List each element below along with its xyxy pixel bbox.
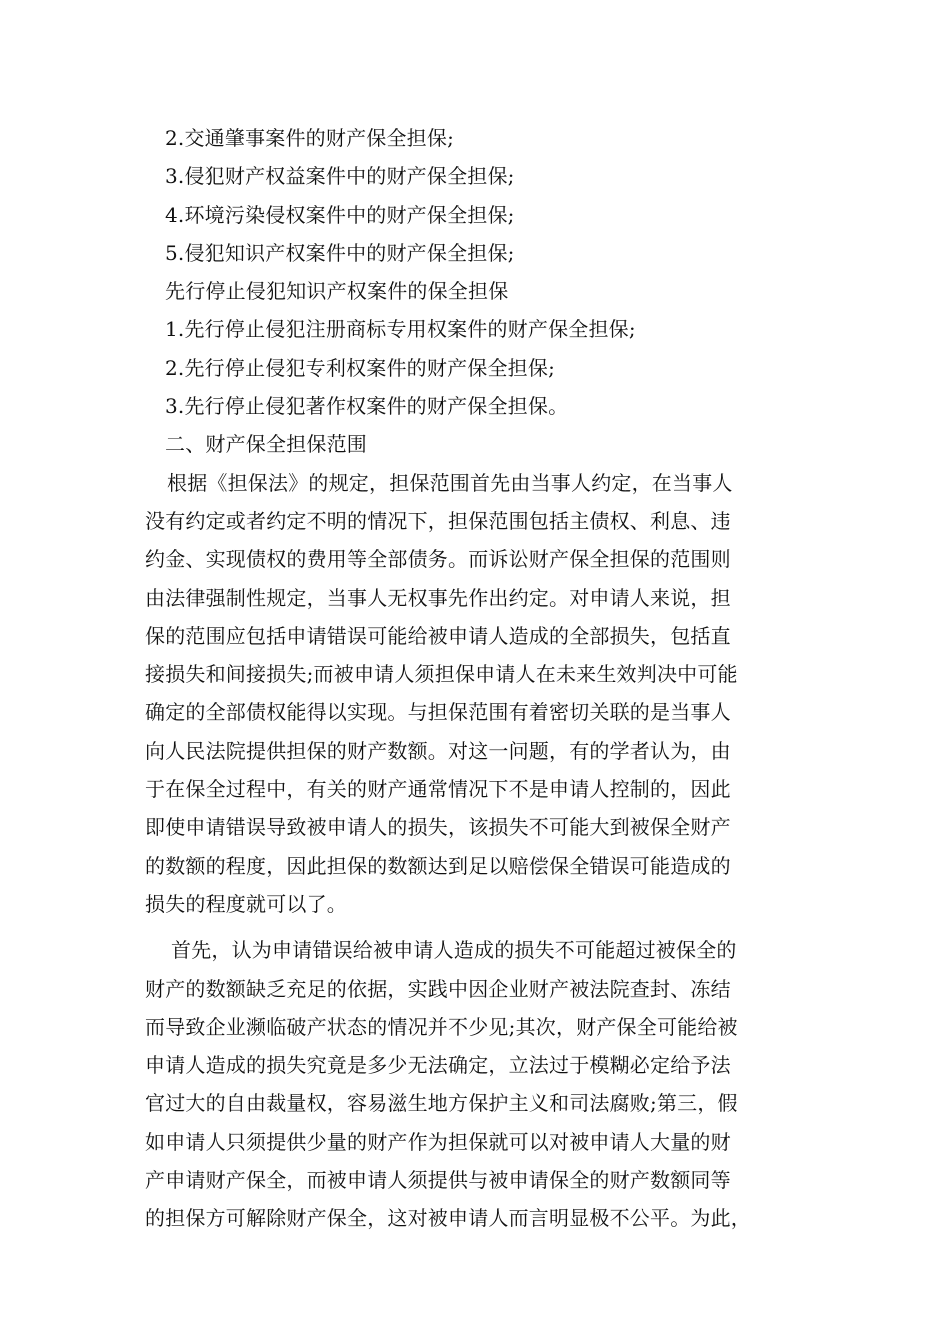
paragraph-line: 官过大的自由裁量权，容易滋生地方保护主义和司法腐败;第三，假 (145, 1091, 738, 1116)
subheading: 先行停止侵犯知识产权案件的保全担保 (165, 279, 509, 304)
paragraph-line: 保的范围应包括申请错误可能给被申请人造成的全部损失，包括直 (145, 623, 731, 648)
paragraph-line: 约金、实现债权的费用等全部债务。而诉讼财产保全担保的范围则 (145, 547, 731, 572)
list-item: 1.先行停止侵犯注册商标专用权案件的财产保全担保; (165, 317, 636, 342)
paragraph-line: 损失的程度就可以了。 (145, 891, 347, 916)
list-item: 2.交通肇事案件的财产保全担保; (165, 126, 455, 150)
paragraph-line: 的数额的程度，因此担保的数额达到足以赔偿保全错误可能造成的 (145, 853, 731, 878)
list-item: 3.先行停止侵犯著作权案件的财产保全担保。 (165, 394, 569, 419)
paragraph-line: 首先，认为申请错误给被申请人造成的损失不可能超过被保全的 (171, 938, 737, 963)
paragraph-spacer (145, 923, 813, 931)
paragraph-line: 如申请人只须提供少量的财产作为担保就可以对被申请人大量的财 (145, 1129, 731, 1154)
document-body (145, 119, 813, 1238)
list-item: 3.侵犯财产权益案件中的财产保全担保; (165, 164, 515, 189)
list-item: 2.先行停止侵犯专利权案件的财产保全担保; (165, 355, 556, 380)
paragraph-line: 没有约定或者约定不明的情况下，担保范围包括主债权、利息、违 (145, 508, 731, 533)
paragraph-line: 接损失和间接损失;而被申请人须担保申请人在未来生效判决中可能 (145, 662, 738, 687)
paragraph-line: 根据《担保法》的规定，担保范围首先由当事人约定，在当事人 (167, 470, 733, 495)
paragraph-line: 即使申请错误导致被申请人的损失，该损失不可能大到被保全财产 (145, 815, 731, 840)
paragraph-line: 由法律强制性规定，当事人无权事先作出约定。对申请人来说，担 (145, 585, 731, 610)
paragraph-line: 向人民法院提供担保的财产数额。对这一问题，有的学者认为，由 (145, 738, 731, 763)
paragraph-line: 的担保方可解除财产保全，这对被申请人而言明显极不公平。为此， (145, 1206, 751, 1231)
list-item: 4.环境污染侵权案件中的财产保全担保; (165, 202, 515, 227)
list-item: 5.侵犯知识产权案件中的财产保全担保; (165, 240, 515, 265)
paragraph-line: 产申请财产保全，而被申请人须提供与被申请保全的财产数额同等 (145, 1168, 731, 1193)
paragraph-line: 财产的数额缺乏充足的依据，实践中因企业财产被法院查封、冻结 (145, 976, 731, 1001)
paragraph-line: 确定的全部债权能得以实现。与担保范围有着密切关联的是当事人 (145, 700, 731, 725)
paragraph-line: 申请人造成的损失究竟是多少无法确定，立法过于模糊必定给予法 (145, 1053, 731, 1078)
paragraph-line: 而导致企业濒临破产状态的情况并不少见;其次，财产保全可能给被 (145, 1014, 738, 1039)
section-heading: 二、财产保全担保范围 (165, 432, 367, 457)
paragraph-line: 于在保全过程中，有关的财产通常情况下不是申请人控制的，因此 (145, 777, 731, 802)
